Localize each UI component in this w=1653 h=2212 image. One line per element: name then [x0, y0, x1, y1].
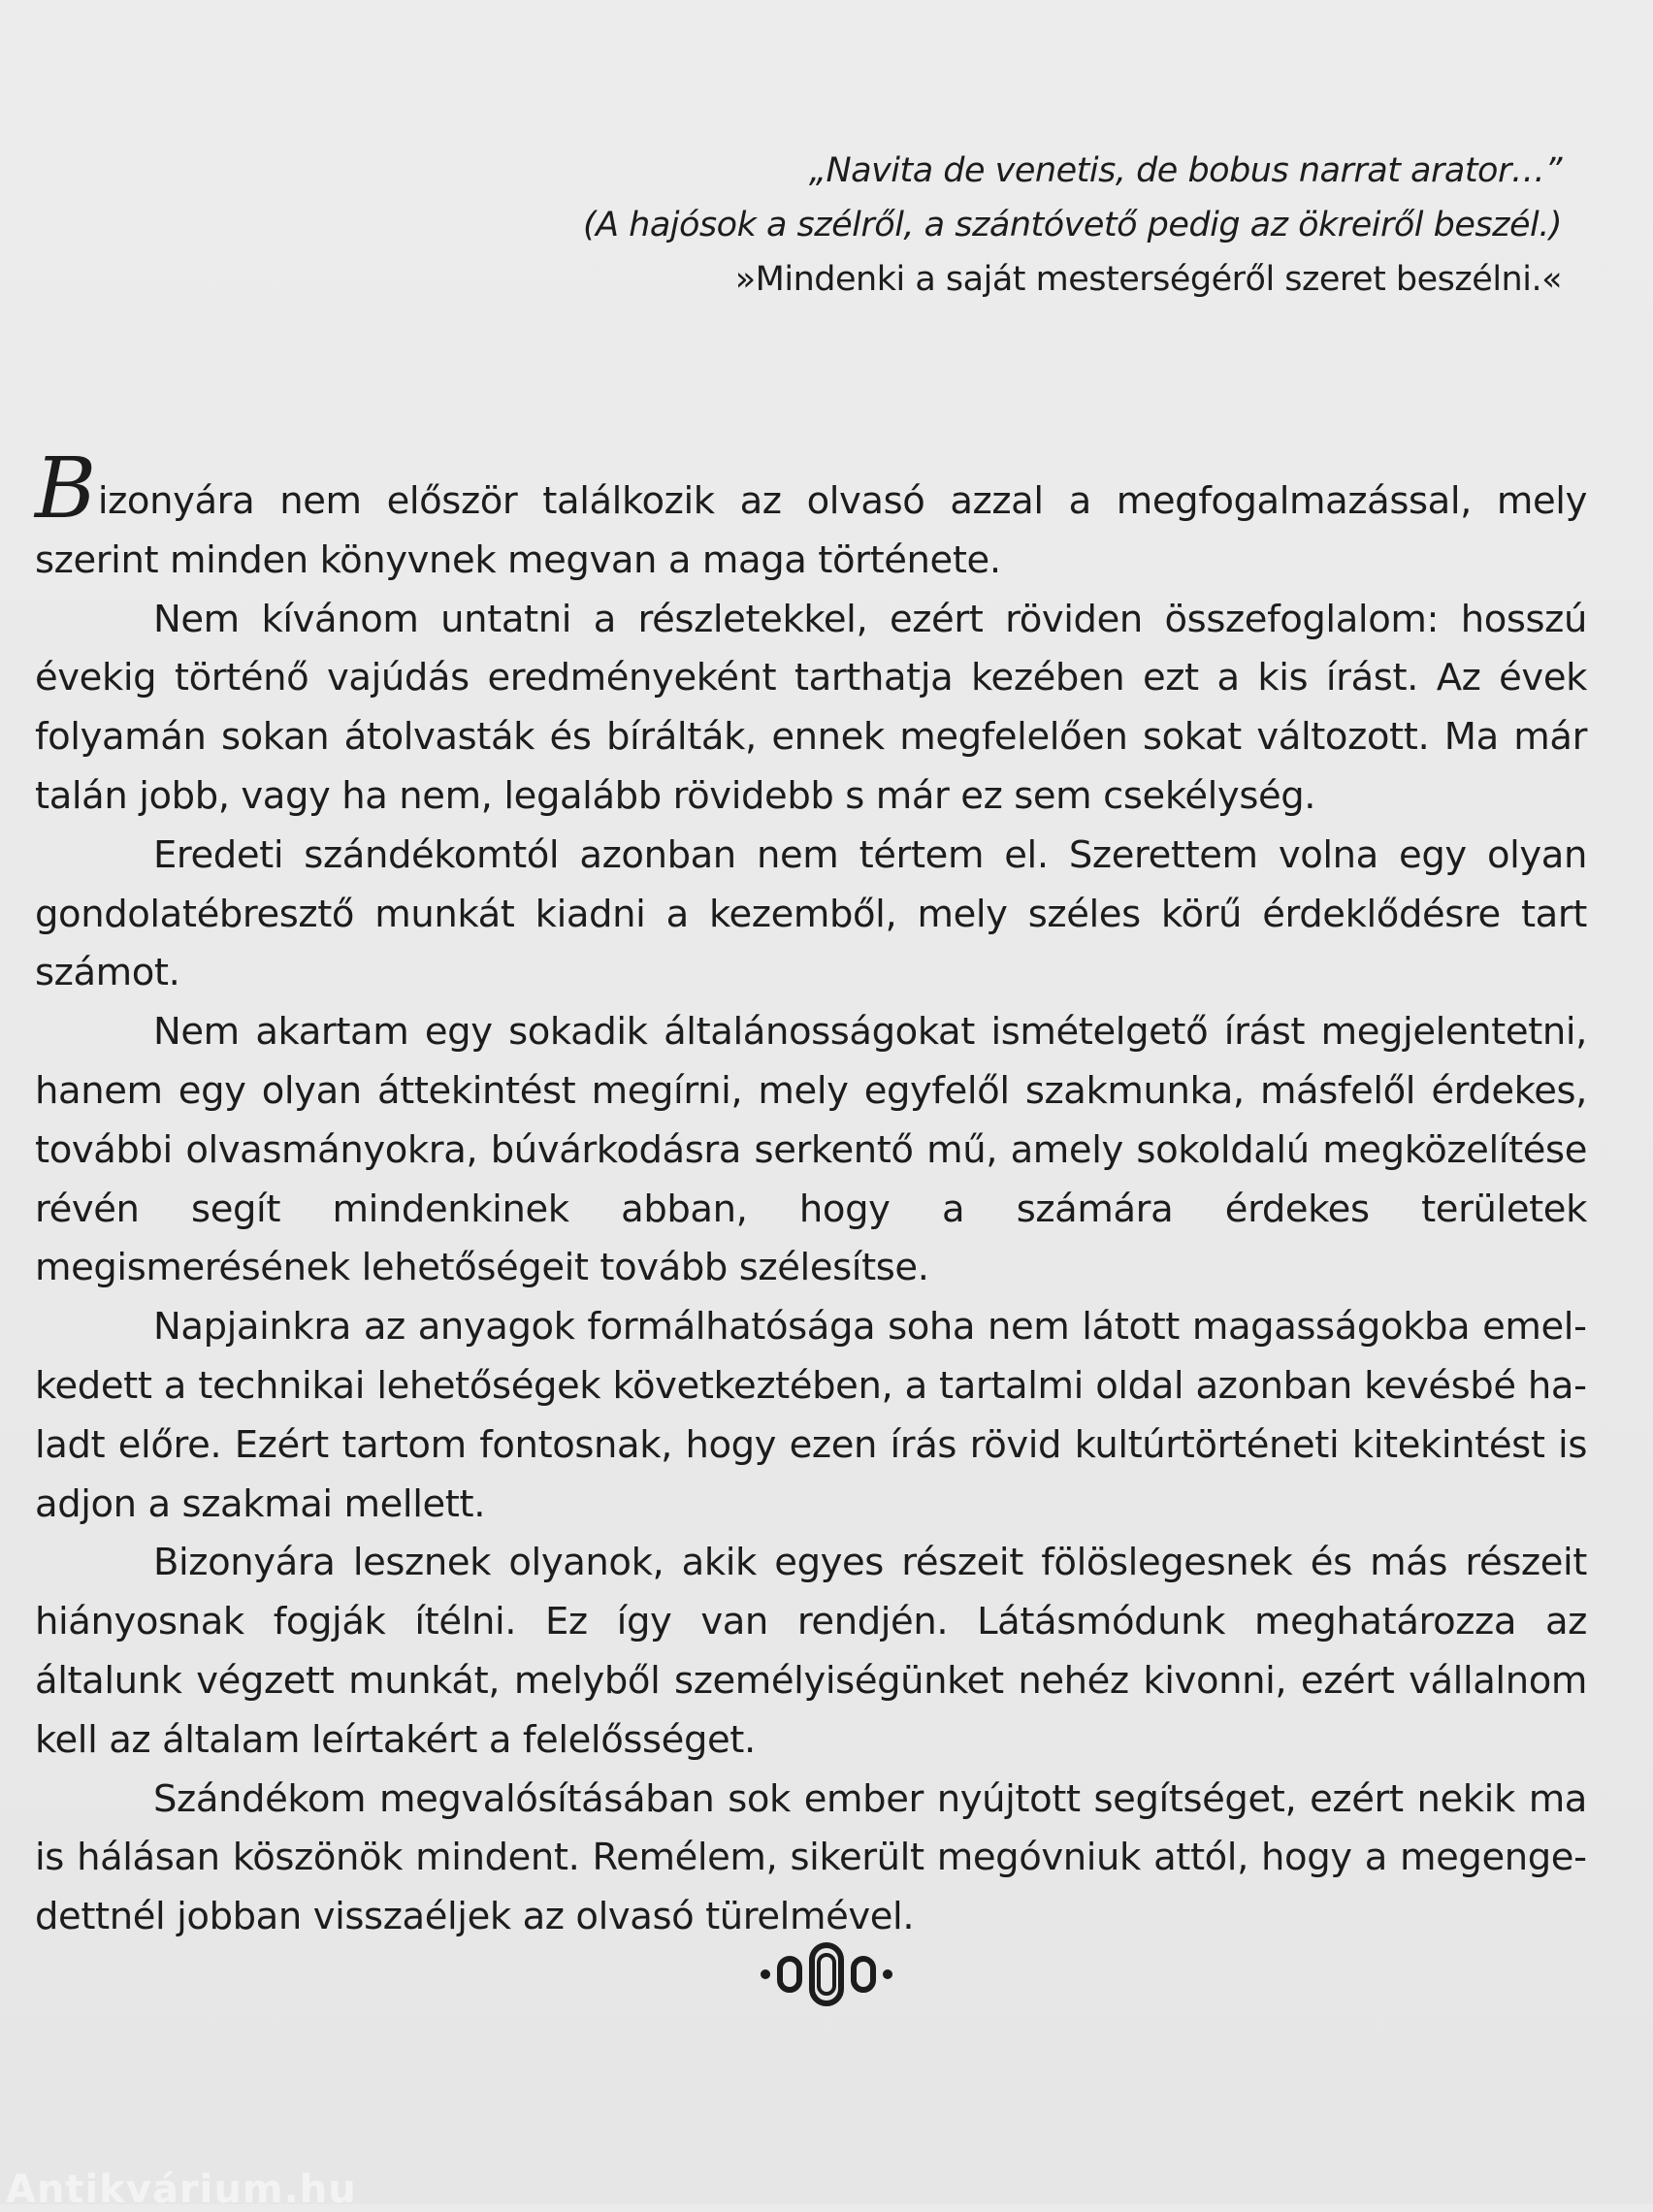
body-text [35, 440, 1587, 1947]
drop-cap: B [35, 440, 96, 537]
paragraph-1 [35, 440, 1587, 591]
epigraph [495, 144, 1562, 307]
paragraph-7: Szándékom megvalósításában sok ember nyújtott segítséget, ezért nekik ma is hálásan köszönök mindent. Remélem, sikerült megóvniuk attól, hogy a megengedettnél jobban visszaéljek az olvasó türelmével. [35, 1776, 1587, 1939]
epigraph-latin-quote: „Navita de venetis, de bobus narrat arator…” [808, 151, 1562, 190]
epigraph-meaning: »Mindenki a saját mesterségéről szeret beszélni.« [734, 260, 1562, 299]
paragraph-5: Napjainkra az anyagok formálhatósága soha nem látott magasságokba emelkedett a technikai lehetőségek következtében, a tartalmi oldal azonban kevésbé haladt előre. Ezért tartom fontosnak, hogy ezen írás rövid kultúrtörténeti kitekintést is adjon a szakmai mellett. [35, 1305, 1587, 1526]
epigraph-translation: (A hajósok a szélről, a szántóvető pedig az ökreiről beszél.) [582, 206, 1562, 244]
paragraph-2: Nem kívánom untatni a részletekkel, ezért röviden összefoglalom: hosszú évekig történő vajúdás eredményeként tarthatja kezében ezt a kis írást. Az évek folyamán sokan átolvasták és bírálták, ennek megfelelően sokat változott. Ma már talán jobb, vagy ha nem, legalább rövidebb s már ez sem csekélység. [35, 597, 1587, 818]
paragraph-6: Bizonyára lesznek olyanok, akik egyes részeit fölöslegesnek és más részeit hiányosnak fogják ítélni. Ez így van rendjén. Látásmódunk meghatározza az általunk végzett munkát, melyből személyiségünket nehéz kivonni, ezért vállalnom kell az általam leírtakért a felelősséget. [35, 1541, 1587, 1762]
chain-link-ornament-icon [754, 1936, 899, 2013]
paragraph-3: Eredeti szándékomtól azonban nem tértem el. Szerettem volna egy olyan gondolatébresztő munkát kiadni a kezemből, mely széles körű érdeklődésre tart számot. [35, 832, 1587, 995]
watermark: Antikvárium.hu [6, 2167, 357, 2212]
paragraph-4: Nem akartam egy sokadik általánosságokat ismételgető írást megjelentetni, hanem egy olyan áttekintést megírni, mely egyfelől szakmunka, másfelől érdekes, további olvasmányokra, búvárkodásra serkentő mű, amely sokoldalú megközelítése révén segít mindenkinek abban, hogy a számára érdekes területek megismerésének lehetőségeit tovább szélesítse. [35, 1010, 1587, 1290]
ornament [0, 1931, 1653, 2018]
paragraph-1-text: izonyára nem először találkozik az olvasó azzal a megfogalmazással, mely szerint minden könyvnek megvan a maga története. [35, 479, 1587, 582]
